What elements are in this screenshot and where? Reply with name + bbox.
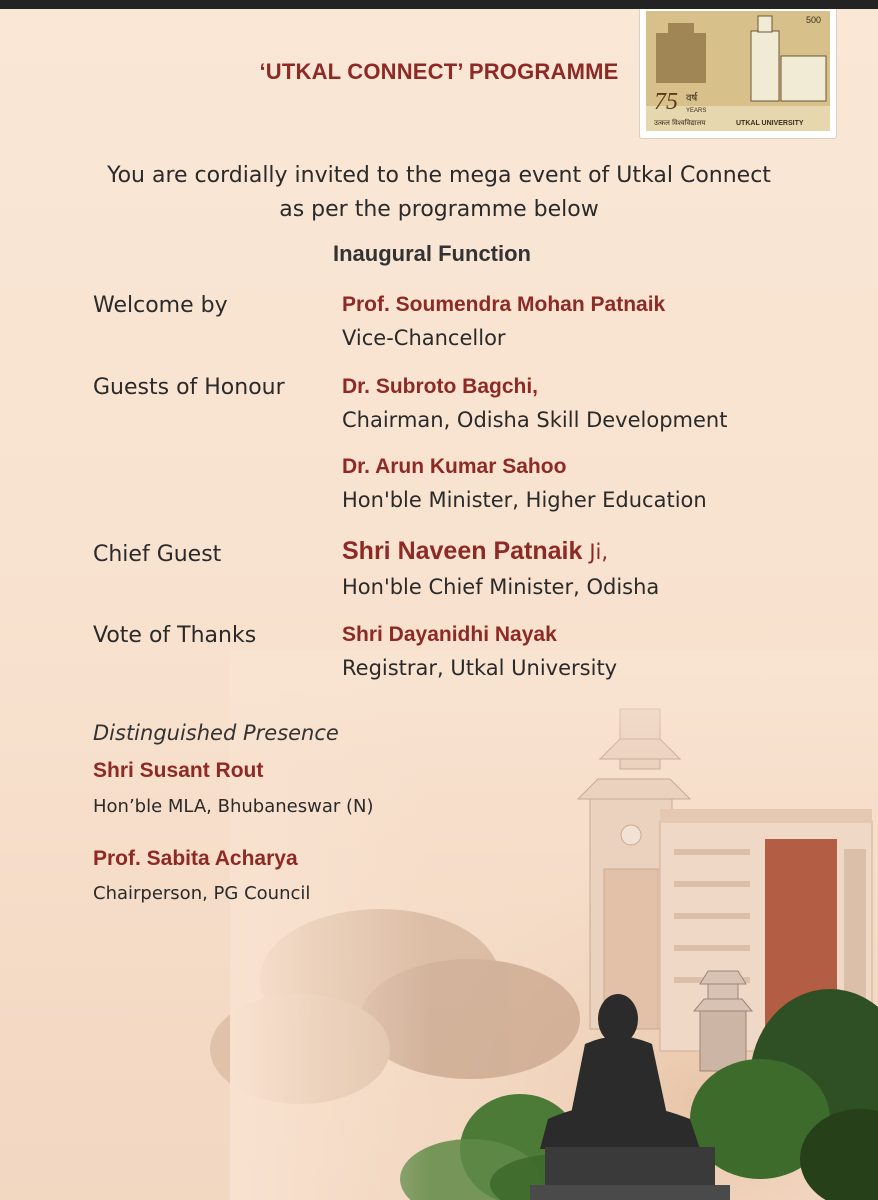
welcome-name: Prof. Soumendra Mohan Patnaik: [342, 293, 666, 316]
chief-guest-suffix: Ji,: [589, 540, 609, 564]
invitation-card: [0, 9, 878, 1200]
welcome-label: Welcome by: [93, 293, 228, 318]
stamp-value: 500: [806, 15, 822, 25]
distinguished-role: Hon’ble MLA, Bhubaneswar (N): [93, 796, 374, 817]
guest-1-name: Dr. Subroto Bagchi,: [342, 375, 539, 398]
stamp-number: 75: [654, 89, 678, 115]
distinguished-name: Shri Susant Rout: [93, 759, 264, 782]
section-heading: Inaugural Function: [333, 241, 531, 266]
stamp-caption-hindi: उत्कल विश्वविद्यालय: [654, 119, 706, 127]
guests-label: Guests of Honour: [93, 375, 285, 400]
distinguished-name: Prof. Sabita Acharya: [93, 847, 298, 870]
chief-guest-role: Hon'ble Chief Minister, Odisha: [342, 575, 660, 599]
stamp-years: YEARS: [686, 108, 707, 114]
chief-guest-label: Chief Guest: [93, 542, 222, 567]
thanks-role: Registrar, Utkal University: [342, 656, 618, 680]
distinguished-role: Chairperson, PG Council: [93, 883, 311, 904]
chief-guest-name: Shri Naveen Patnaik: [342, 537, 583, 565]
invitation-text: [0, 159, 878, 227]
guest-2-role: Hon'ble Minister, Higher Education: [342, 488, 707, 512]
invitation-line-2: as per the programme below: [279, 197, 599, 222]
stamp-hindi-years: वर्ष: [686, 93, 698, 104]
top-bar: [0, 0, 878, 9]
guest-2-name: Dr. Arun Kumar Sahoo: [342, 455, 567, 478]
anniversary-stamp: [640, 9, 836, 138]
thanks-name: Shri Dayanidhi Nayak: [342, 623, 557, 646]
welcome-role: Vice-Chancellor: [342, 326, 506, 350]
stamp-caption: UTKAL UNIVERSITY: [736, 120, 804, 127]
thanks-label: Vote of Thanks: [93, 623, 257, 648]
guest-1-role: Chairman, Odisha Skill Development: [342, 408, 728, 432]
programme-title: ‘UTKAL CONNECT’ PROGRAMME: [259, 59, 619, 84]
stamp-artwork: [646, 11, 830, 131]
distinguished-heading: Distinguished Presence: [93, 721, 339, 745]
chief-guest-name-line: [342, 537, 608, 566]
invitation-line-1: You are cordially invited to the mega event of Utkal Connect: [107, 163, 771, 188]
